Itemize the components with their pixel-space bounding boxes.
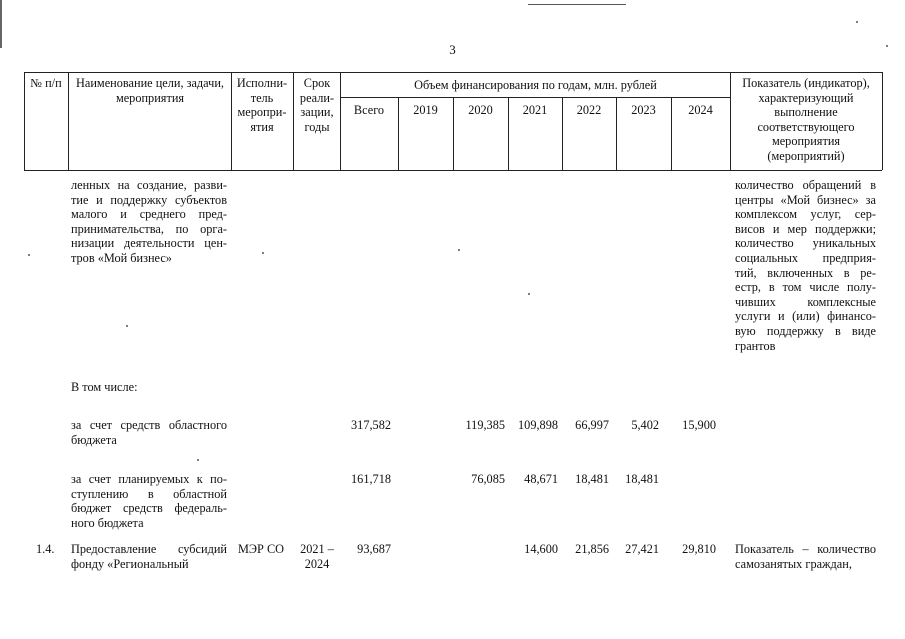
header-executor: Исполни-тель меропри-ятия	[236, 76, 288, 134]
header-funding: Объем финансирования по годам, млн. рублей	[414, 78, 657, 92]
federal-2021: 48,671	[524, 472, 558, 486]
col-border-11	[730, 72, 731, 170]
item-14-2024: 29,810	[682, 542, 716, 556]
including-label: В том числе:	[71, 380, 138, 394]
col-border-1	[68, 72, 69, 170]
header-year-2023: 2023	[631, 103, 656, 117]
regional-total: 317,582	[351, 418, 391, 432]
federal-total: 161,718	[351, 472, 391, 486]
header-year-2021: 2021	[522, 103, 548, 117]
federal-2022: 18,481	[575, 472, 609, 486]
cont-name-text: ленных на создание, разви-тие и поддержку субъектов малого и среднего пред-принимательства, по орга-низации деятельности цен-тров «Мой бизнес»	[71, 178, 227, 265]
header-year-total: Всего	[353, 103, 385, 117]
col-border-12	[882, 72, 883, 170]
header-indicator: Показатель (индикатор), характеризующий выполнение соответствующего мероприятия (мероприятий)	[742, 76, 870, 163]
federal-2023: 18,481	[625, 472, 659, 486]
scan-speck	[856, 21, 858, 23]
federal-2020: 76,085	[471, 472, 505, 486]
regional-2022: 66,997	[575, 418, 609, 432]
item-14-2022: 21,856	[575, 542, 609, 556]
regional-name: за счет средств областного бюджета	[71, 418, 227, 447]
header-no: № п/п	[30, 76, 62, 90]
item-14-executor: МЭР СО	[238, 542, 285, 556]
regional-2023: 5,402	[631, 418, 659, 432]
scan-speck	[886, 45, 888, 47]
page-number: 3	[449, 42, 456, 57]
item-14-name: Предоставление субсидий фонду «Региональный	[71, 542, 227, 571]
header-name: Наименование цели, задачи, мероприятия	[76, 76, 224, 105]
item-14-total: 93,687	[357, 542, 391, 556]
regional-2024: 15,900	[682, 418, 716, 432]
scan-speck	[126, 325, 128, 327]
regional-2021: 109,898	[518, 418, 558, 432]
header-year-2022: 2022	[576, 103, 602, 117]
top-rule	[528, 4, 626, 5]
scan-speck	[28, 254, 30, 256]
item-14-number: 1.4.	[36, 542, 55, 556]
item-14-2021: 14,600	[524, 542, 558, 556]
scan-speck	[528, 293, 530, 295]
header-year-2024: 2024	[688, 103, 713, 117]
scan-speck	[458, 249, 460, 251]
left-edge-mark	[0, 0, 2, 48]
header-year-2019: 2019	[413, 103, 438, 117]
scan-speck	[197, 459, 199, 461]
cont-indicator-text: количество обращений в центры «Мой бизнес» за комплексом услуг, сер-висов и мер поддержки; количество уникальных социальных предприя-тий, включенных в ре-естр, в том числе полу-чивших комплексные услуги и (или) финансо-вую поддержку в виде грантов	[735, 178, 876, 353]
header-year-2020: 2020	[468, 103, 493, 117]
scan-speck	[262, 252, 264, 254]
header-bottom-border	[24, 170, 882, 171]
federal-name: за счет планируемых к по-ступлению в областной бюджет средств федераль-ного бюджета	[71, 472, 227, 530]
regional-2020: 119,385	[465, 418, 505, 432]
item-14-indicator: Показатель – количество самозанятых граждан,	[735, 542, 876, 571]
header-term: Срок реали-зации, годы	[299, 76, 335, 134]
item-14-2023: 27,421	[625, 542, 659, 556]
table-top-border	[24, 72, 882, 73]
item-14-term: 2021 – 2024	[300, 542, 334, 571]
